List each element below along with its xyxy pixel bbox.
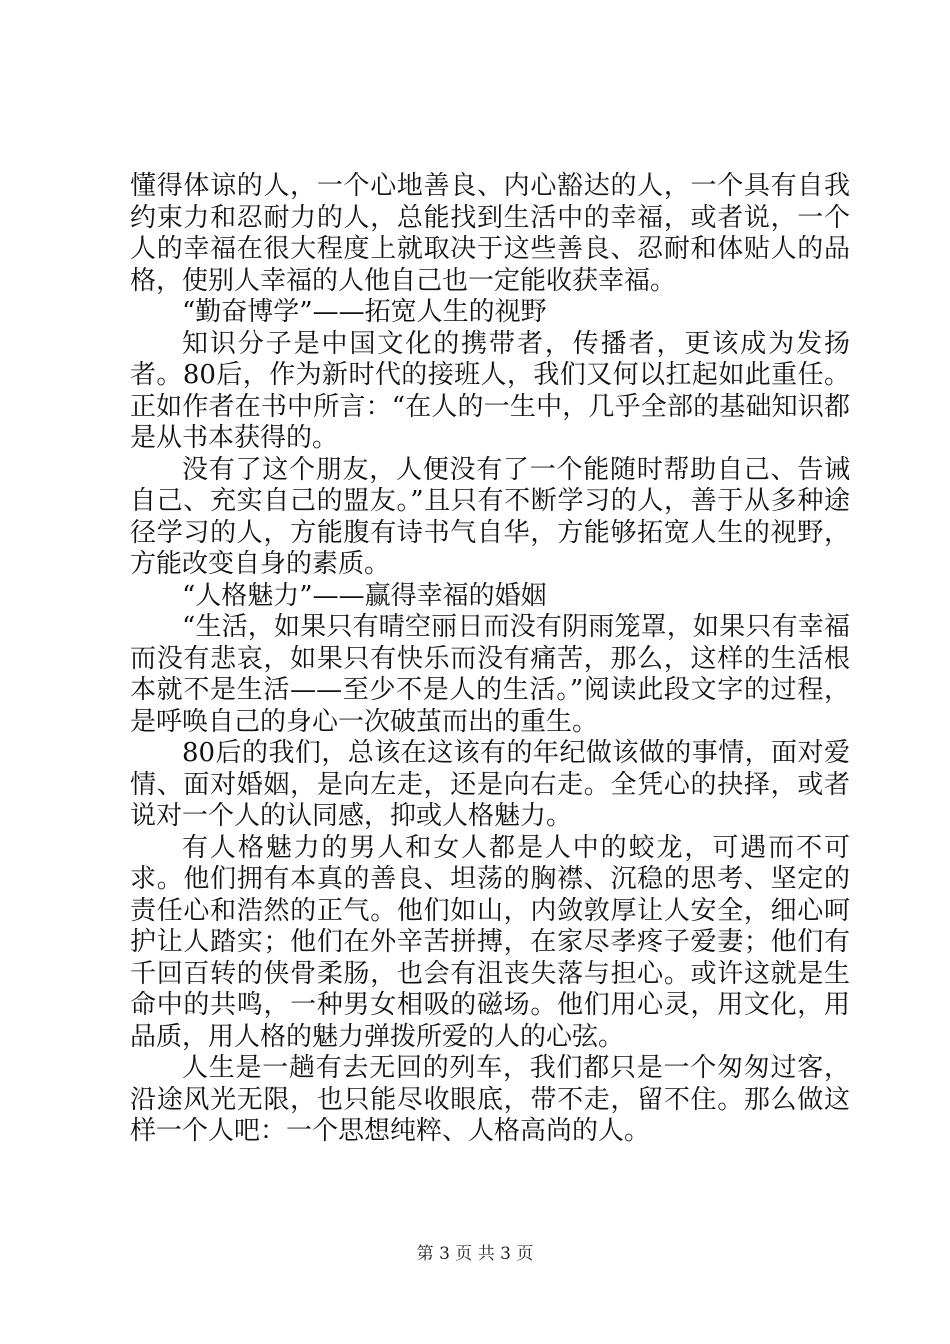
paragraph-continuation: 懂得体谅的人，一个心地善良、内心豁达的人，一个具有自我约束力和忍耐力的人，总能找到生活中的幸福，或者说，一个人的幸福在很大程度上就取决于这些善良、忍耐和体贴人的品格，使别人幸福的人他自己也一定能收获幸福。 [130, 171, 850, 296]
document-body [130, 171, 850, 1148]
page-number-footer: 第 3 页 共 3 页 [416, 1244, 534, 1264]
paragraph: 有人格魅力的男人和女人都是人中的蛟龙，可遇而不可求。他们拥有本真的善良、坦荡的胸襟、沉稳的思考、坚定的责任心和浩然的正气。他们如山，内敛敦厚让人安全，细心呵护让人踏实；他们在外辛苦拼搏，在家尽孝疼子爱妻；他们有千回百转的侠骨柔肠，也会有沮丧失落与担心。或许这就是生命中的共鸣，一种男女相吸的磁场。他们用心灵，用文化，用品质，用人格的魅力弹拨所爱的人的心弦。 [130, 832, 850, 1052]
section-heading-charisma: “人格魅力”——赢得幸福的婚姻 [182, 580, 547, 611]
paragraph: 80后的我们，总该在这该有的年纪做该做的事情，面对爱情、面对婚姻，是向左走，还是向右走。全凭心的抉择，或者说对一个人的认同感，抑或人格魅力。 [130, 738, 850, 831]
section-heading-diligence: “勤奋博学”——拓宽人生的视野 [182, 297, 547, 327]
paragraph: 知识分子是中国文化的携带者，传播者，更该成为发扬者。80后，作为新时代的接班人，我们又何以扛起如此重任。正如作者在书中所言：“在人的一生中，几乎全部的基础知识都是从书本获得的。 [130, 328, 850, 453]
paragraph: 没有了这个朋友，人便没有了一个能随时帮助自己、告诫自己、充实自己的盟友。”且只有不断学习的人，善于从多种途径学习的人，方能腹有诗书气自华，方能够拓宽人生的视野，方能改变自身的素质。 [130, 454, 850, 579]
paragraph: “生活，如果只有晴空丽日而没有阴雨笼罩，如果只有幸福而没有悲哀，如果只有快乐而没有痛苦，那么，这样的生活根本就不是生活——至少不是人的生活。”阅读此段文字的过程，是呼唤自己的身心一次破茧而出的重生。 [130, 612, 850, 737]
paragraph: 人生是一趟有去无回的列车，我们都只是一个匆匆过客，沿途风光无限，也只能尽收眼底，带不走，留不住。那么做这样一个人吧：一个思想纯粹、人格高尚的人。 [130, 1053, 850, 1146]
